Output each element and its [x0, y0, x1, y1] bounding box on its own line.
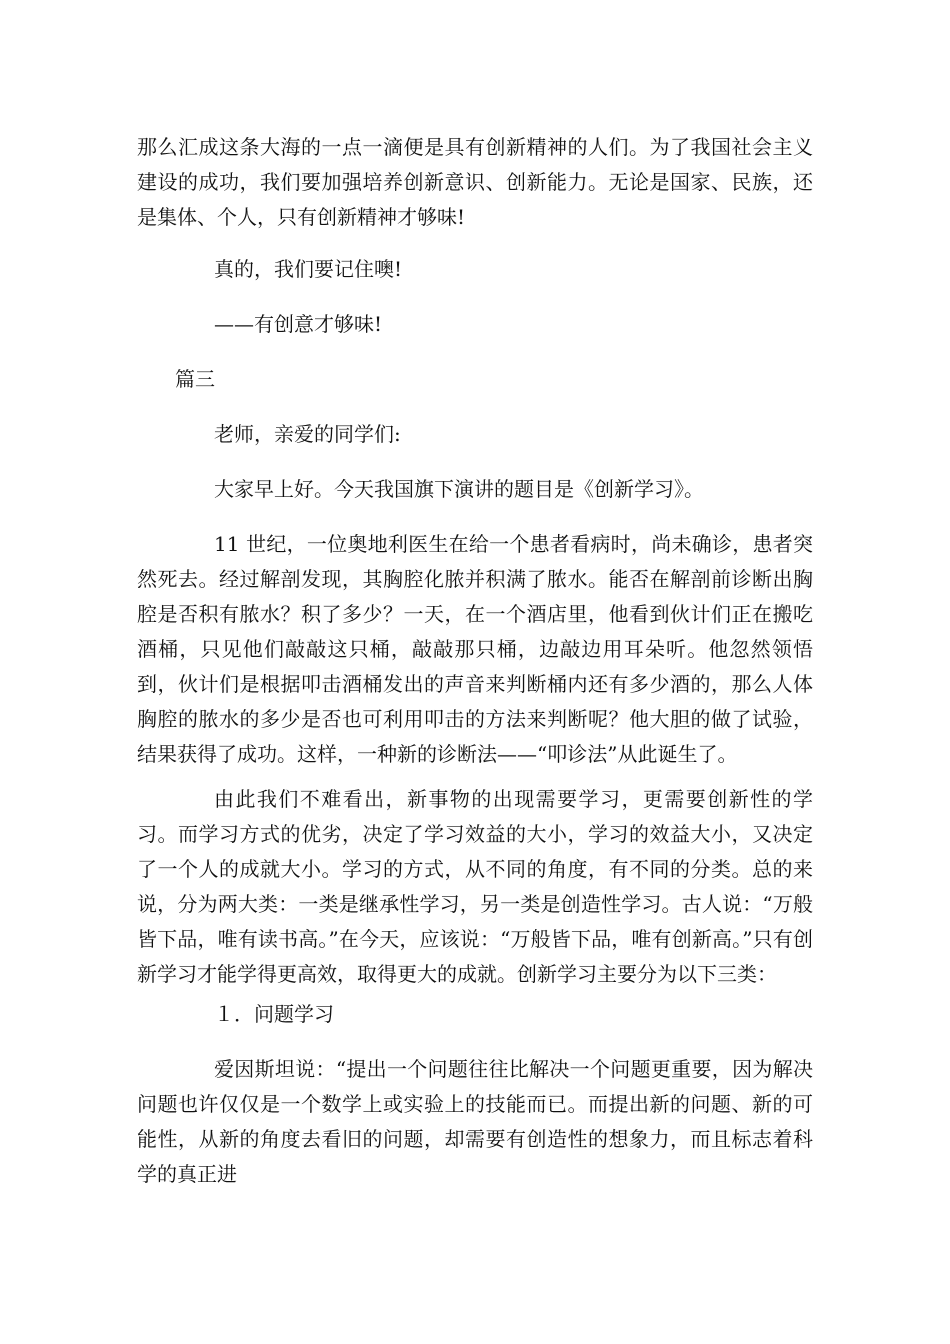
- paragraph-conclusion: 那么汇成这条大海的一点一滴便是具有创新精神的人们。为了我国社会主义建设的成功，我们要加强培养创新意识、创新能力。无论是国家、民族，还是集体、个人，只有创新精神才够味!: [137, 135, 813, 229]
- list-item-question-learning: １．问题学习: [214, 1002, 334, 1026]
- section-title: 篇三: [175, 367, 215, 391]
- paragraph-intro: 大家早上好。今天我国旗下演讲的题目是《创新学习》。: [214, 477, 704, 501]
- paragraph-slogan: ——有创意才够味!: [214, 312, 383, 336]
- paragraph-einstein-quote: 爱因斯坦说：“提出一个问题往往比解决一个问题更重要，因为解决问题也许仅仅是一个数学上或实验上的技能而已。而提出新的问题、新的可能性，从新的角度去看旧的问题，却需要有创造性的想象力，而且标志着科学的真正进: [137, 1057, 813, 1186]
- paragraph-learning-types: 由此我们不难看出，新事物的出现需要学习，更需要创新性的学习。而学习方式的优劣，决定了学习效益的大小，学习的效益大小，又决定了一个人的成就大小。学习的方式，从不同的角度，有不同的分类。总的来说，分为两大类：一类是继承性学习，另一类是创造性学习。古人说：“万般皆下品，唯有读书高。”在今天，应该说：“万般皆下品，唯有创新高。”只有创新学习才能学得更高效，取得更大的成就。创新学习主要分为以下三类：: [137, 787, 813, 986]
- paragraph-story: 11 世纪，一位奥地利医生在给一个患者看病时，尚未确诊，患者突然死去。经过解剖发现，其胸腔化脓并积满了脓水。能否在解剖前诊断出胸腔是否积有脓水？积了多少？一天，在一个酒店里，他看到伙计们正在搬吃酒桶，只见他们敲敲这只桶，敲敲那只桶，边敲边用耳朵听。他忽然领悟到，伙计们是根据叩击酒桶发出的声音来判断桶内还有多少酒的，那么人体胸腔的脓水的多少是否也可利用叩击的方法来判断呢？他大胆的做了试验，结果获得了成功。这样，一种新的诊断法——“叩诊法”从此诞生了。: [137, 532, 813, 766]
- greeting: 老师，亲爱的同学们:: [214, 422, 401, 446]
- paragraph-remember: 真的，我们要记住噢!: [214, 257, 403, 281]
